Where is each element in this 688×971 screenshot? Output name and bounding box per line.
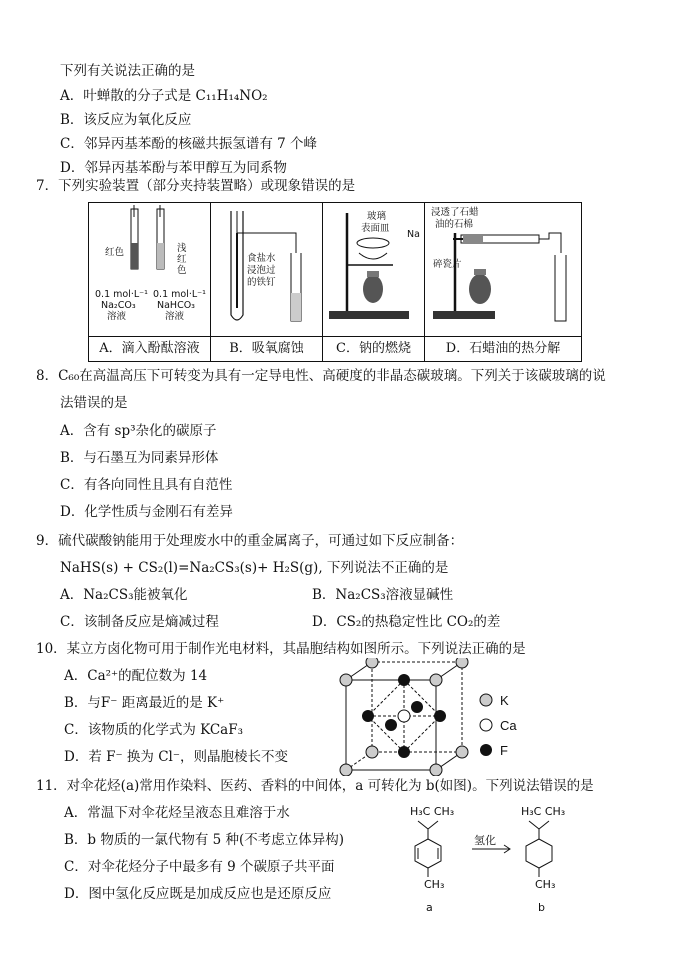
caption-b: B．吸氧腐蚀 xyxy=(211,336,322,361)
label-red: 红色 xyxy=(105,247,125,258)
q9-option-c: C．该制备反应是熵减过程 xyxy=(60,614,219,630)
label-watch-glass: 表面皿 xyxy=(361,223,390,234)
q8-option-a: A．含有 sp³杂化的碳原子 xyxy=(60,423,217,439)
mol-a-bottom: CH₃ xyxy=(424,878,445,891)
label-sol2: 0.1 mol·L⁻¹ xyxy=(153,289,206,300)
caption-a: A．滴入酚酞溶液 xyxy=(89,336,210,361)
q11-option-c: C．对伞花烃分子中最多有 9 个碳原子共平面 xyxy=(64,859,335,875)
apparatus-d xyxy=(425,203,581,361)
q11-option-a: A．常温下对伞花烃呈液态且难溶于水 xyxy=(64,805,290,821)
label-asbestos: 油的石棉 xyxy=(435,219,474,230)
mol-b-top: H₃C CH₃ xyxy=(521,805,566,818)
q6-option-a: A．叶蝉散的分子式是 C₁₁H₁₄NO₂ xyxy=(60,88,268,104)
label-sol1c: 溶液 xyxy=(107,311,127,322)
label-light-red: 浅红色 xyxy=(177,243,187,276)
q8-stem-2: 法错误的是 xyxy=(60,395,128,411)
legend-f: F xyxy=(500,743,508,758)
apparatus-c xyxy=(323,203,425,361)
legend-ca: Ca xyxy=(500,718,517,733)
q9-stem: 9．硫代碳酸钠能用于处理废水中的重金属离子，可通过如下反应制备： xyxy=(36,533,464,549)
label-porcelain: 碎瓷片 xyxy=(433,259,462,270)
label-sol2b: NaHCO₃ xyxy=(157,300,195,311)
caption-c: C．钠的燃烧 xyxy=(323,336,424,361)
label-glass: 玻璃 xyxy=(367,211,387,222)
mol-a-label: a xyxy=(426,901,433,914)
label-soaked: 浸泡过 xyxy=(247,265,276,276)
q9-option-d: D．CS₂的热稳定性比 CO₂的差 xyxy=(312,614,501,630)
hydrogenation-arrow-label: 氢化 xyxy=(474,834,496,847)
q10-stem: 10．某立方卤化物可用于制作光电材料，其晶胞结构如图所示。下列说法正确的是 xyxy=(36,641,526,657)
molecule-structures xyxy=(396,815,596,905)
label-na: Na xyxy=(407,229,420,240)
label-iron-nail: 的铁钉 xyxy=(247,277,276,288)
q11-stem: 11．对伞花烃(a)常用作染料、医药、香料的中间体，a 可转化为 b(如图)。下列说法错误的是 xyxy=(36,778,594,794)
q6-option-b: B．该反应为氧化反应 xyxy=(60,112,192,128)
q6-stem-tail: 下列有关说法正确的是 xyxy=(60,63,195,79)
q11-option-b: B．b 物质的一氯代物有 5 种(不考虑立体异构) xyxy=(64,832,345,848)
label-sol2c: 溶液 xyxy=(165,311,185,322)
caption-d: D．石蜡油的热分解 xyxy=(425,336,581,361)
label-paraffin-soaked: 浸透了石蜡 xyxy=(431,207,479,218)
label-sol1b: Na₂CO₃ xyxy=(101,300,136,311)
q9-option-a: A．Na₂CS₃能被氧化 xyxy=(60,587,188,603)
q10-option-a: A．Ca²⁺的配位数为 14 xyxy=(64,668,208,684)
q10-option-c: C．该物质的化学式为 KCaF₃ xyxy=(64,722,243,738)
legend-k: K xyxy=(500,693,509,708)
q6-option-d: D．邻异丙基苯酚与苯甲醇互为同系物 xyxy=(60,160,287,176)
mol-b-bottom: CH₃ xyxy=(535,878,556,891)
q8-option-c: C．有各向同性且具有自范性 xyxy=(60,477,233,493)
q7-stem: 7．下列实验装置（部分夹持装置略）或现象错误的是 xyxy=(36,178,356,194)
apparatus-b xyxy=(211,203,323,361)
q8-option-d: D．化学性质与金刚石有差异 xyxy=(60,504,233,520)
q9-equation: NaHS(s) + CS₂(l)=Na₂CS₃(s)+ H₂S(g), 下列说法不正确的是 xyxy=(60,560,449,576)
q8-stem-1: 8．C₆₀在高温高压下可转变为具有一定导电性、高硬度的非晶态碳玻璃。下列关于该碳玻璃的说 xyxy=(36,368,606,384)
label-salt-water: 食盐水 xyxy=(247,253,276,264)
apparatus-a xyxy=(89,203,211,361)
q9-option-b: B．Na₂CS₃溶液显碱性 xyxy=(312,587,454,603)
q6-option-c: C．邻异丙基苯酚的核磁共振氢谱有 7 个峰 xyxy=(60,136,318,152)
mol-a-top: H₃C CH₃ xyxy=(410,805,455,818)
q11-option-d: D．图中氢化反应既是加成反应也是还原反应 xyxy=(64,886,332,902)
q8-option-b: B．与石墨互为同素异形体 xyxy=(60,450,219,466)
q10-option-d: D．若 F⁻ 换为 Cl⁻，则晶胞棱长不变 xyxy=(64,749,288,765)
q7-apparatus-table xyxy=(88,202,582,362)
label-sol1: 0.1 mol·L⁻¹ xyxy=(95,289,148,300)
mol-b-label: b xyxy=(538,901,545,914)
q10-option-b: B．与F⁻ 距离最近的是 K⁺ xyxy=(64,695,225,711)
